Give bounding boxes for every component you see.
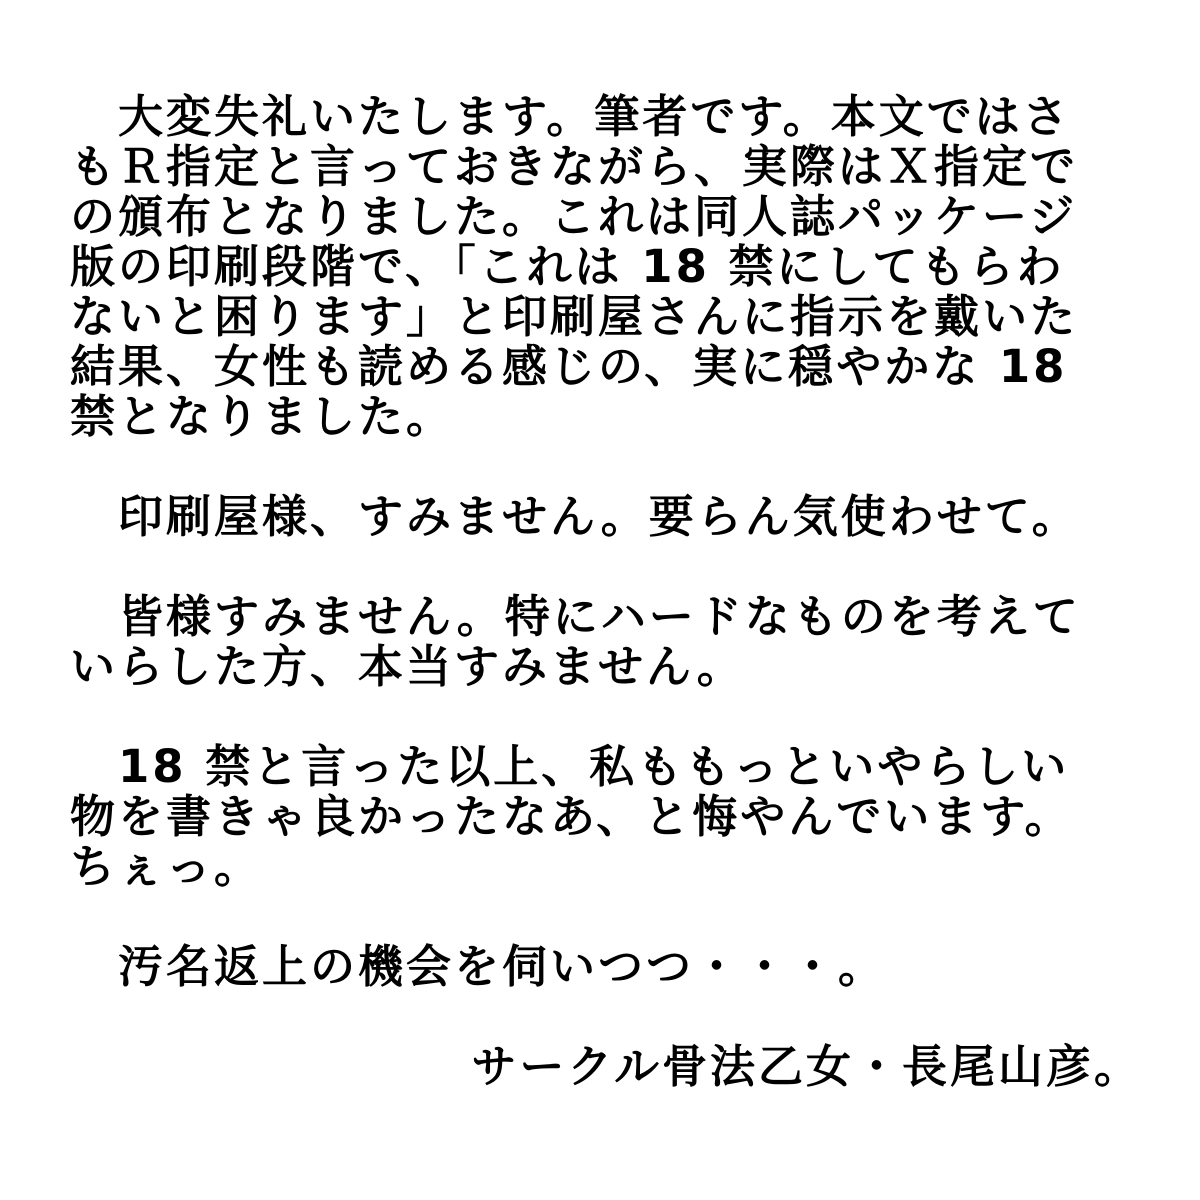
text-line: 印刷屋様、すみません。要らん気使わせて。 (70, 490, 1080, 543)
text-line: 結果、女性も読める感じの、実に穏やかな 18 (70, 340, 1068, 393)
text-line: 皆様すみません。特にハードなものを考えて (70, 590, 1081, 643)
paragraph-closing (70, 942, 1142, 992)
text-line: 版の印刷段階で、「これは 18 禁にしてもらわ (70, 240, 1065, 293)
signature (70, 1042, 1142, 1092)
text-line: ちぇっ。 (70, 840, 263, 893)
text-line: 物を書きゃ良かったなあ、と悔やんでいます。 (70, 790, 1073, 843)
paragraph-apology-printer (70, 492, 1142, 542)
text-line: ないと困ります」と印刷屋さんに指示を戴いた (70, 290, 1079, 343)
text-line: 大変失礼いたします。筆者です。本文ではさ (70, 90, 1071, 143)
paragraph-apology-readers (70, 592, 1142, 692)
text-line: の頒布となりました。これは同人誌パッケージ (70, 190, 1078, 243)
text-line: いらした方、本当すみません。 (70, 640, 745, 693)
paragraph-intro (70, 92, 1142, 442)
text-line: もＲ指定と言っておきながら、実際はＸ指定で (70, 140, 1079, 193)
text-line: 18 禁と言った以上、私ももっといやらしい (70, 740, 1070, 793)
text-line: 汚名返上の機会を伺いつつ・・・。 (70, 940, 887, 993)
signature-line: サークル骨法乙女・長尾山彦。 (471, 1040, 1142, 1093)
text-line: 禁となりました。 (70, 390, 455, 443)
paragraph-regret (70, 742, 1142, 892)
